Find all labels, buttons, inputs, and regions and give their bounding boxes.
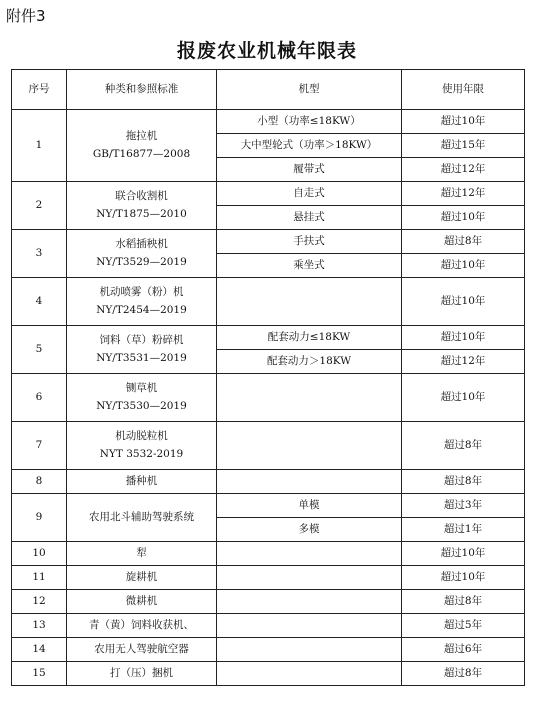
model-cell: 大中型轮式（功率＞18KW） <box>217 134 402 158</box>
model-cell <box>217 374 402 422</box>
table-row <box>12 182 525 206</box>
machine-type-cell <box>67 374 217 422</box>
machine-type-cell <box>67 230 217 278</box>
machine-type-name: 旋耕机 <box>125 571 158 583</box>
machine-type-cell <box>67 566 217 590</box>
machine-type-cell <box>67 494 217 542</box>
standard-code: NY/T3529—2019 <box>96 256 187 268</box>
machine-type-cell <box>67 470 217 494</box>
row-number: 2 <box>12 182 67 230</box>
standard-code: NY/T1875—2010 <box>96 208 187 220</box>
years-cell: 超过10年 <box>402 566 525 590</box>
years-cell: 超过10年 <box>402 326 525 350</box>
table-row <box>12 590 525 614</box>
header-model: 机型 <box>217 70 402 110</box>
machine-type-cell <box>67 326 217 374</box>
years-cell: 超过6年 <box>402 638 525 662</box>
machine-type-name: 机动脱粒机 <box>115 430 168 442</box>
model-cell: 手扶式 <box>217 230 402 254</box>
row-number: 5 <box>12 326 67 374</box>
model-cell: 配套动力≤18KW <box>217 326 402 350</box>
years-cell: 超过8年 <box>402 230 525 254</box>
machine-type-name: 播种机 <box>125 475 158 487</box>
years-cell: 超过15年 <box>402 134 525 158</box>
table-row <box>12 230 525 254</box>
table-row <box>12 566 525 590</box>
years-cell: 超过12年 <box>402 158 525 182</box>
machine-type-name: 农用北斗辅助驾驶系统 <box>89 511 194 523</box>
row-number: 7 <box>12 422 67 470</box>
standard-code: GB/T16877—2008 <box>92 148 191 160</box>
model-cell <box>217 614 402 638</box>
table-row <box>12 638 525 662</box>
machine-type-cell <box>67 110 217 182</box>
years-cell: 超过8年 <box>402 470 525 494</box>
table-body <box>12 110 525 686</box>
machine-type-name: 犁 <box>136 547 147 559</box>
row-number: 9 <box>12 494 67 542</box>
model-cell: 单模 <box>217 494 402 518</box>
model-cell <box>217 278 402 326</box>
machine-type-name: 微耕机 <box>125 595 158 607</box>
model-cell <box>217 542 402 566</box>
model-cell <box>217 566 402 590</box>
row-number: 13 <box>12 614 67 638</box>
row-number: 4 <box>12 278 67 326</box>
years-cell: 超过10年 <box>402 110 525 134</box>
years-cell: 超过8年 <box>402 590 525 614</box>
table-row <box>12 470 525 494</box>
page-title: 报废农业机械年限表 <box>176 40 357 62</box>
row-number: 14 <box>12 638 67 662</box>
standard-code: NY/T3531—2019 <box>96 352 187 364</box>
table-row <box>12 614 525 638</box>
row-number: 12 <box>12 590 67 614</box>
model-cell: 履带式 <box>217 158 402 182</box>
row-number: 11 <box>12 566 67 590</box>
years-cell: 超过10年 <box>402 254 525 278</box>
standard-code: NY/T2454—2019 <box>96 304 187 316</box>
machine-type-name: 水稻插秧机 <box>115 238 168 250</box>
table-row <box>12 326 525 350</box>
years-cell: 超过10年 <box>402 374 525 422</box>
machine-type-name: 联合收割机 <box>115 190 168 202</box>
header-type-standard: 种类和参照标准 <box>67 70 217 110</box>
machine-type-cell <box>67 590 217 614</box>
machine-type-cell <box>67 182 217 230</box>
years-cell: 超过10年 <box>402 278 525 326</box>
model-cell: 自走式 <box>217 182 402 206</box>
table-row <box>12 542 525 566</box>
standard-code: NY/T3530—2019 <box>96 400 187 412</box>
years-cell: 超过3年 <box>402 494 525 518</box>
model-cell <box>217 470 402 494</box>
machine-type-name: 农用无人驾驶航空器 <box>94 643 189 655</box>
row-number: 10 <box>12 542 67 566</box>
row-number: 3 <box>12 230 67 278</box>
years-cell: 超过12年 <box>402 350 525 374</box>
years-cell: 超过10年 <box>402 206 525 230</box>
machine-type-cell <box>67 542 217 566</box>
header-no: 序号 <box>12 70 67 110</box>
model-cell <box>217 662 402 686</box>
row-number: 15 <box>12 662 67 686</box>
machine-type-name: 拖拉机 <box>125 130 158 142</box>
machine-type-cell <box>67 614 217 638</box>
scrap-years-table <box>11 69 525 686</box>
machine-type-name: 机动喷雾（粉）机 <box>99 286 184 298</box>
table-row <box>12 110 525 134</box>
model-cell: 乘坐式 <box>217 254 402 278</box>
years-cell: 超过12年 <box>402 182 525 206</box>
standard-code: NYT 3532-2019 <box>99 448 184 460</box>
table-row <box>12 374 525 422</box>
model-cell <box>217 590 402 614</box>
row-number: 1 <box>12 110 67 182</box>
table-row <box>12 662 525 686</box>
table-header-row <box>12 70 525 110</box>
years-cell: 超过5年 <box>402 614 525 638</box>
table-row <box>12 494 525 518</box>
machine-type-name: 青（黄）饲料收获机、 <box>89 619 194 631</box>
table-row <box>12 422 525 470</box>
years-cell: 超过8年 <box>402 422 525 470</box>
years-cell: 超过10年 <box>402 542 525 566</box>
machine-type-cell <box>67 638 217 662</box>
model-cell: 悬挂式 <box>217 206 402 230</box>
machine-type-name: 铡草机 <box>125 382 158 394</box>
machine-type-cell <box>67 662 217 686</box>
machine-type-name: 饲料（草）粉碎机 <box>99 334 184 346</box>
header-years: 使用年限 <box>402 70 525 110</box>
row-number: 6 <box>12 374 67 422</box>
machine-type-cell <box>67 422 217 470</box>
model-cell <box>217 422 402 470</box>
model-cell: 小型（功率≤18KW） <box>217 110 402 134</box>
years-cell: 超过1年 <box>402 518 525 542</box>
model-cell: 配套动力＞18KW <box>217 350 402 374</box>
table-row <box>12 278 525 326</box>
years-cell: 超过8年 <box>402 662 525 686</box>
attachment-label: 附件3 <box>6 7 46 25</box>
row-number: 8 <box>12 470 67 494</box>
machine-type-name: 打（压）捆机 <box>110 667 173 679</box>
machine-type-cell <box>67 278 217 326</box>
model-cell <box>217 638 402 662</box>
model-cell: 多模 <box>217 518 402 542</box>
